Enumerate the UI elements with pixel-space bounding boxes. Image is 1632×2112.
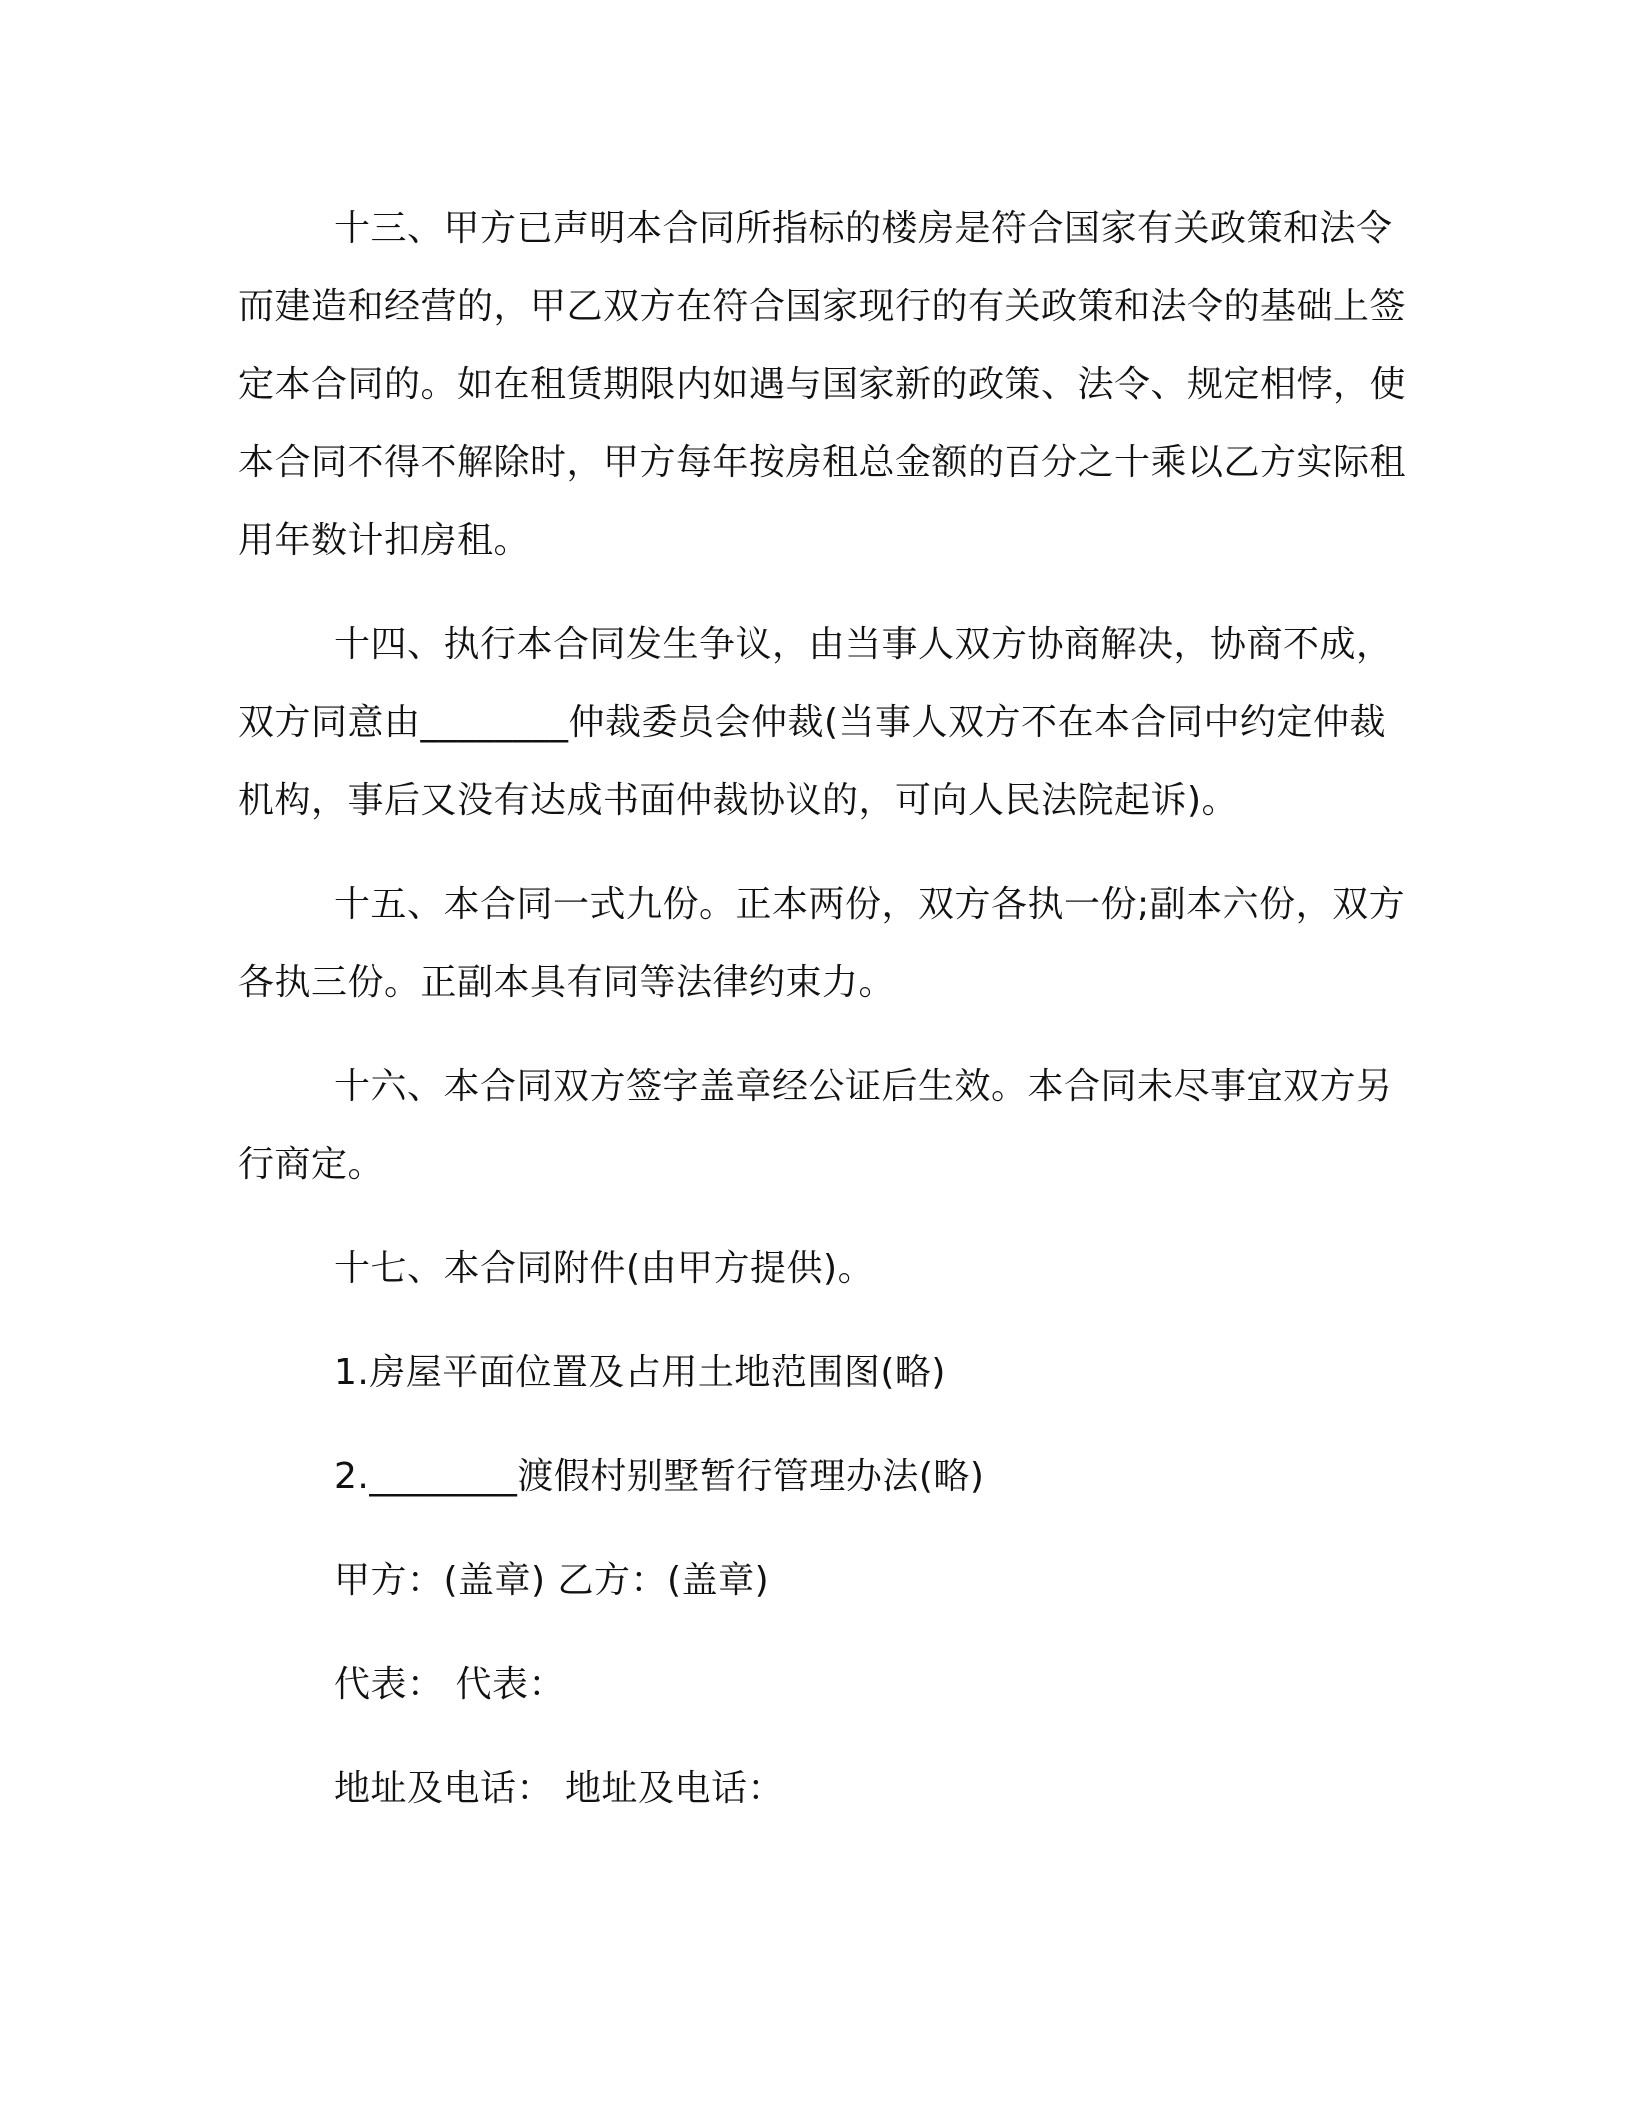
- clause-16: 十六、本合同双方签字盖章经公证后生效。本合同未尽事宜双方另行商定。: [238, 1066, 1393, 1185]
- clause-15: 十五、本合同一式九份。正本两份，双方各执一份;副本六份，双方各执三份。正副本具有同等法律约束力。: [238, 884, 1406, 1003]
- signature-parties: 甲方：(盖章) 乙方：(盖章): [334, 1560, 770, 1601]
- signature-address-phone: 地址及电话： 地址及电话：: [334, 1768, 784, 1809]
- clause-17: 十七、本合同附件(由甲方提供)。: [334, 1248, 875, 1289]
- signature-representatives: 代表： 代表：: [334, 1664, 565, 1705]
- document-body: [238, 190, 1418, 1828]
- attachment-1: 1.房屋平面位置及占用土地范围图(略): [334, 1352, 946, 1393]
- clause-13: 十三、甲方已声明本合同所指标的楼房是符合国家有关政策和法令而建造和经营的，甲乙双方在符合国家现行的有关政策和法令的基础上签定本合同的。如在租赁期限内如遇与国家新的政策、法令、规定相悖，使本合同不得不解除时，甲方每年按房租总金额的百分之十乘以乙方实际租用年数计扣房租。: [238, 208, 1407, 561]
- clause-14: 十四、执行本合同发生争议，由当事人双方协商解决，协商不成，双方同意由________仲裁委员会仲裁(当事人双方不在本合同中约定仲裁机构，事后又没有达成书面仲裁协议的，可向人民法院起诉)。: [238, 624, 1393, 821]
- attachment-2: 2.________渡假村别墅暂行管理办法(略): [334, 1456, 985, 1497]
